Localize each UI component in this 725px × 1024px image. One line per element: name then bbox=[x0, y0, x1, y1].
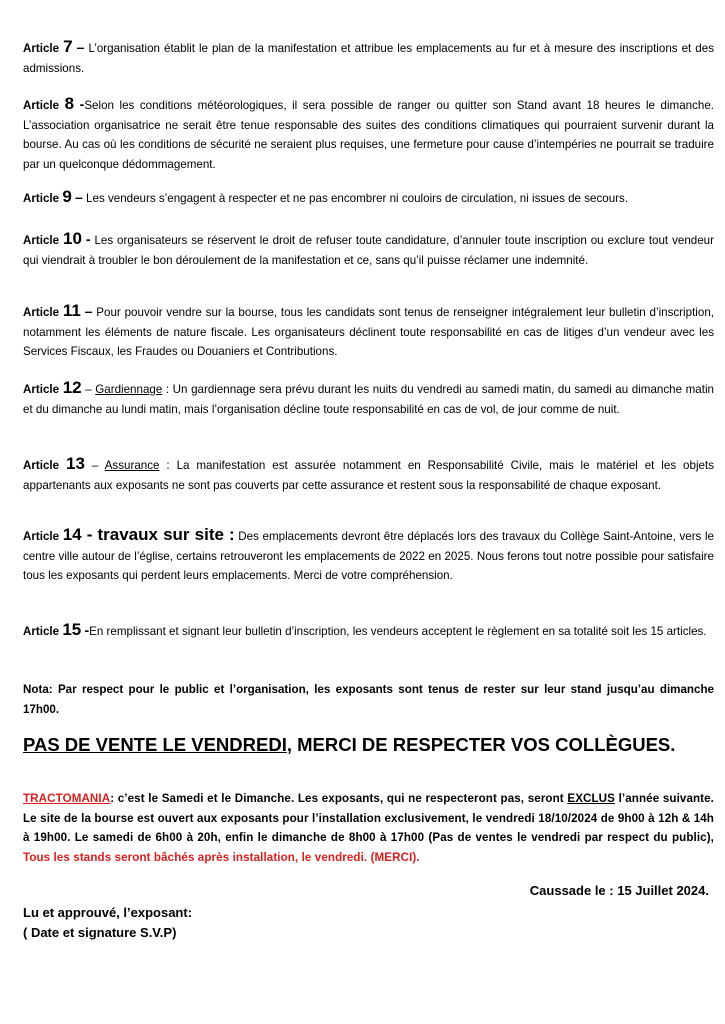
article-12: Article 12 – Gardiennage : Un gardiennage sera prévu durant les nuits du vendredi au samedi matin, du samedi au dimanche matin et du dimanche au lundi matin, mais l’organisation décline toute responsabilité en cas de vol, de jour comme de nuit. bbox=[23, 378, 714, 416]
place-date: Caussade le : 15 Juillet 2024. bbox=[529, 883, 709, 898]
article-14: Article 14 - travaux sur site : Des emplacements devront être déplacés lors des travaux du Collège Saint-Antoine, vers le centre ville autour de l’église, certains retrouveront les emplacements de 2022 en 2025. Nous ferons tout notre possible pour satisfaire tous les exposants qui perdent leurs emplacements. Merci de votre compréhension. bbox=[23, 525, 714, 582]
article-15: Article 15 -En remplissant et signant leur bulletin d’inscription, les vendeurs acceptent le règlement en sa totalité soit les 15 articles. bbox=[23, 620, 707, 639]
article-10: Article 10 - Les organisateurs se réservent le droit de refuser toute candidature, d’annuler toute inscription ou exclure tout vendeur qui viendrait à troubler le bon déroulement de la manifestation et ce, sans qu’il puisse réclamer une indemnité. bbox=[23, 229, 714, 267]
article-9: Article 9 – Les vendeurs s’engagent à respecter et ne pas encombrer ni couloirs de circulation, ni issues de secours. bbox=[23, 187, 629, 206]
article-11: Article 11 – Pour pouvoir vendre sur la bourse, tous les candidats sont tenus de renseigner intégralement leur bulletin d’inscription, notamment les éléments de nature fiscale. Les organisateurs déclinent toute responsabilité en cas de litiges d’un vendeur avec les Services Fiscaux, les Fraudes ou Douaniers et Contributions. bbox=[23, 301, 714, 358]
article-7: Article 7 – L’organisation établit le plan de la manifestation et attribue les emplacements au fur et à mesure des inscriptions et des admissions. bbox=[23, 37, 714, 75]
article-8: Article 8 -Selon les conditions météorologiques, il sera possible de ranger ou quitter son Stand avant 18 heures le dimanche. L’association organisatrice ne serait être tenue responsable des suites des conditions climatiques qui pourraient survenir durant la bourse. Au cas où les conditions de sécurité ne seraient plus requises, une fermeture pour cause d’intempéries ne pourrait se traduire par un quelconque dédommagement. bbox=[23, 94, 714, 171]
signature-approval: Lu et approuvé, l’exposant: ( Date et signature S.V.P) bbox=[23, 905, 193, 940]
article-13: Article 13 – Assurance : La manifestation est assurée notamment en Responsabilité Civile, mais le matériel et les objets appartenants aux exposants ne sont pas couverts par cette assurance et restent sous la responsabilité de chaque exposant. bbox=[23, 454, 714, 492]
gardiennage-title: Gardiennage bbox=[95, 383, 163, 396]
headline-no-sale: PAS DE VENTE LE VENDREDI, MERCI DE RESPECTER VOS COLLÈGUES. bbox=[23, 734, 676, 755]
tractomania-name: TRACTOMANIA bbox=[23, 792, 111, 805]
travaux-title: - travaux sur site : bbox=[81, 525, 235, 544]
tractomania-paragraph: TRACTOMANIA: c’est le Samedi et le Dimanche. Les exposants, qui ne respecteront pas, seront EXCLUS l’année suivante. Le site de la bourse est ouvert aux exposants pour l’installation exclusivement, le vendredi 18/10/2024 de 9h00 à 12h & 14h à 19h00. Le samedi de 6h00 à 20h, enfin le dimanche de 8h00 à 17h00 (Pas de ventes le vendredi par respect du public), Tous les stands seront bâchés après installation, le vendredi. (MERCI). bbox=[23, 792, 714, 864]
exclus-word: EXCLUS bbox=[567, 792, 615, 805]
assurance-title: Assurance bbox=[104, 459, 160, 472]
nota-paragraph: Nota: Par respect pour le public et l’organisation, les exposants sont tenus de rester sur leur stand jusqu’au dimanche 17h00. bbox=[23, 683, 714, 716]
